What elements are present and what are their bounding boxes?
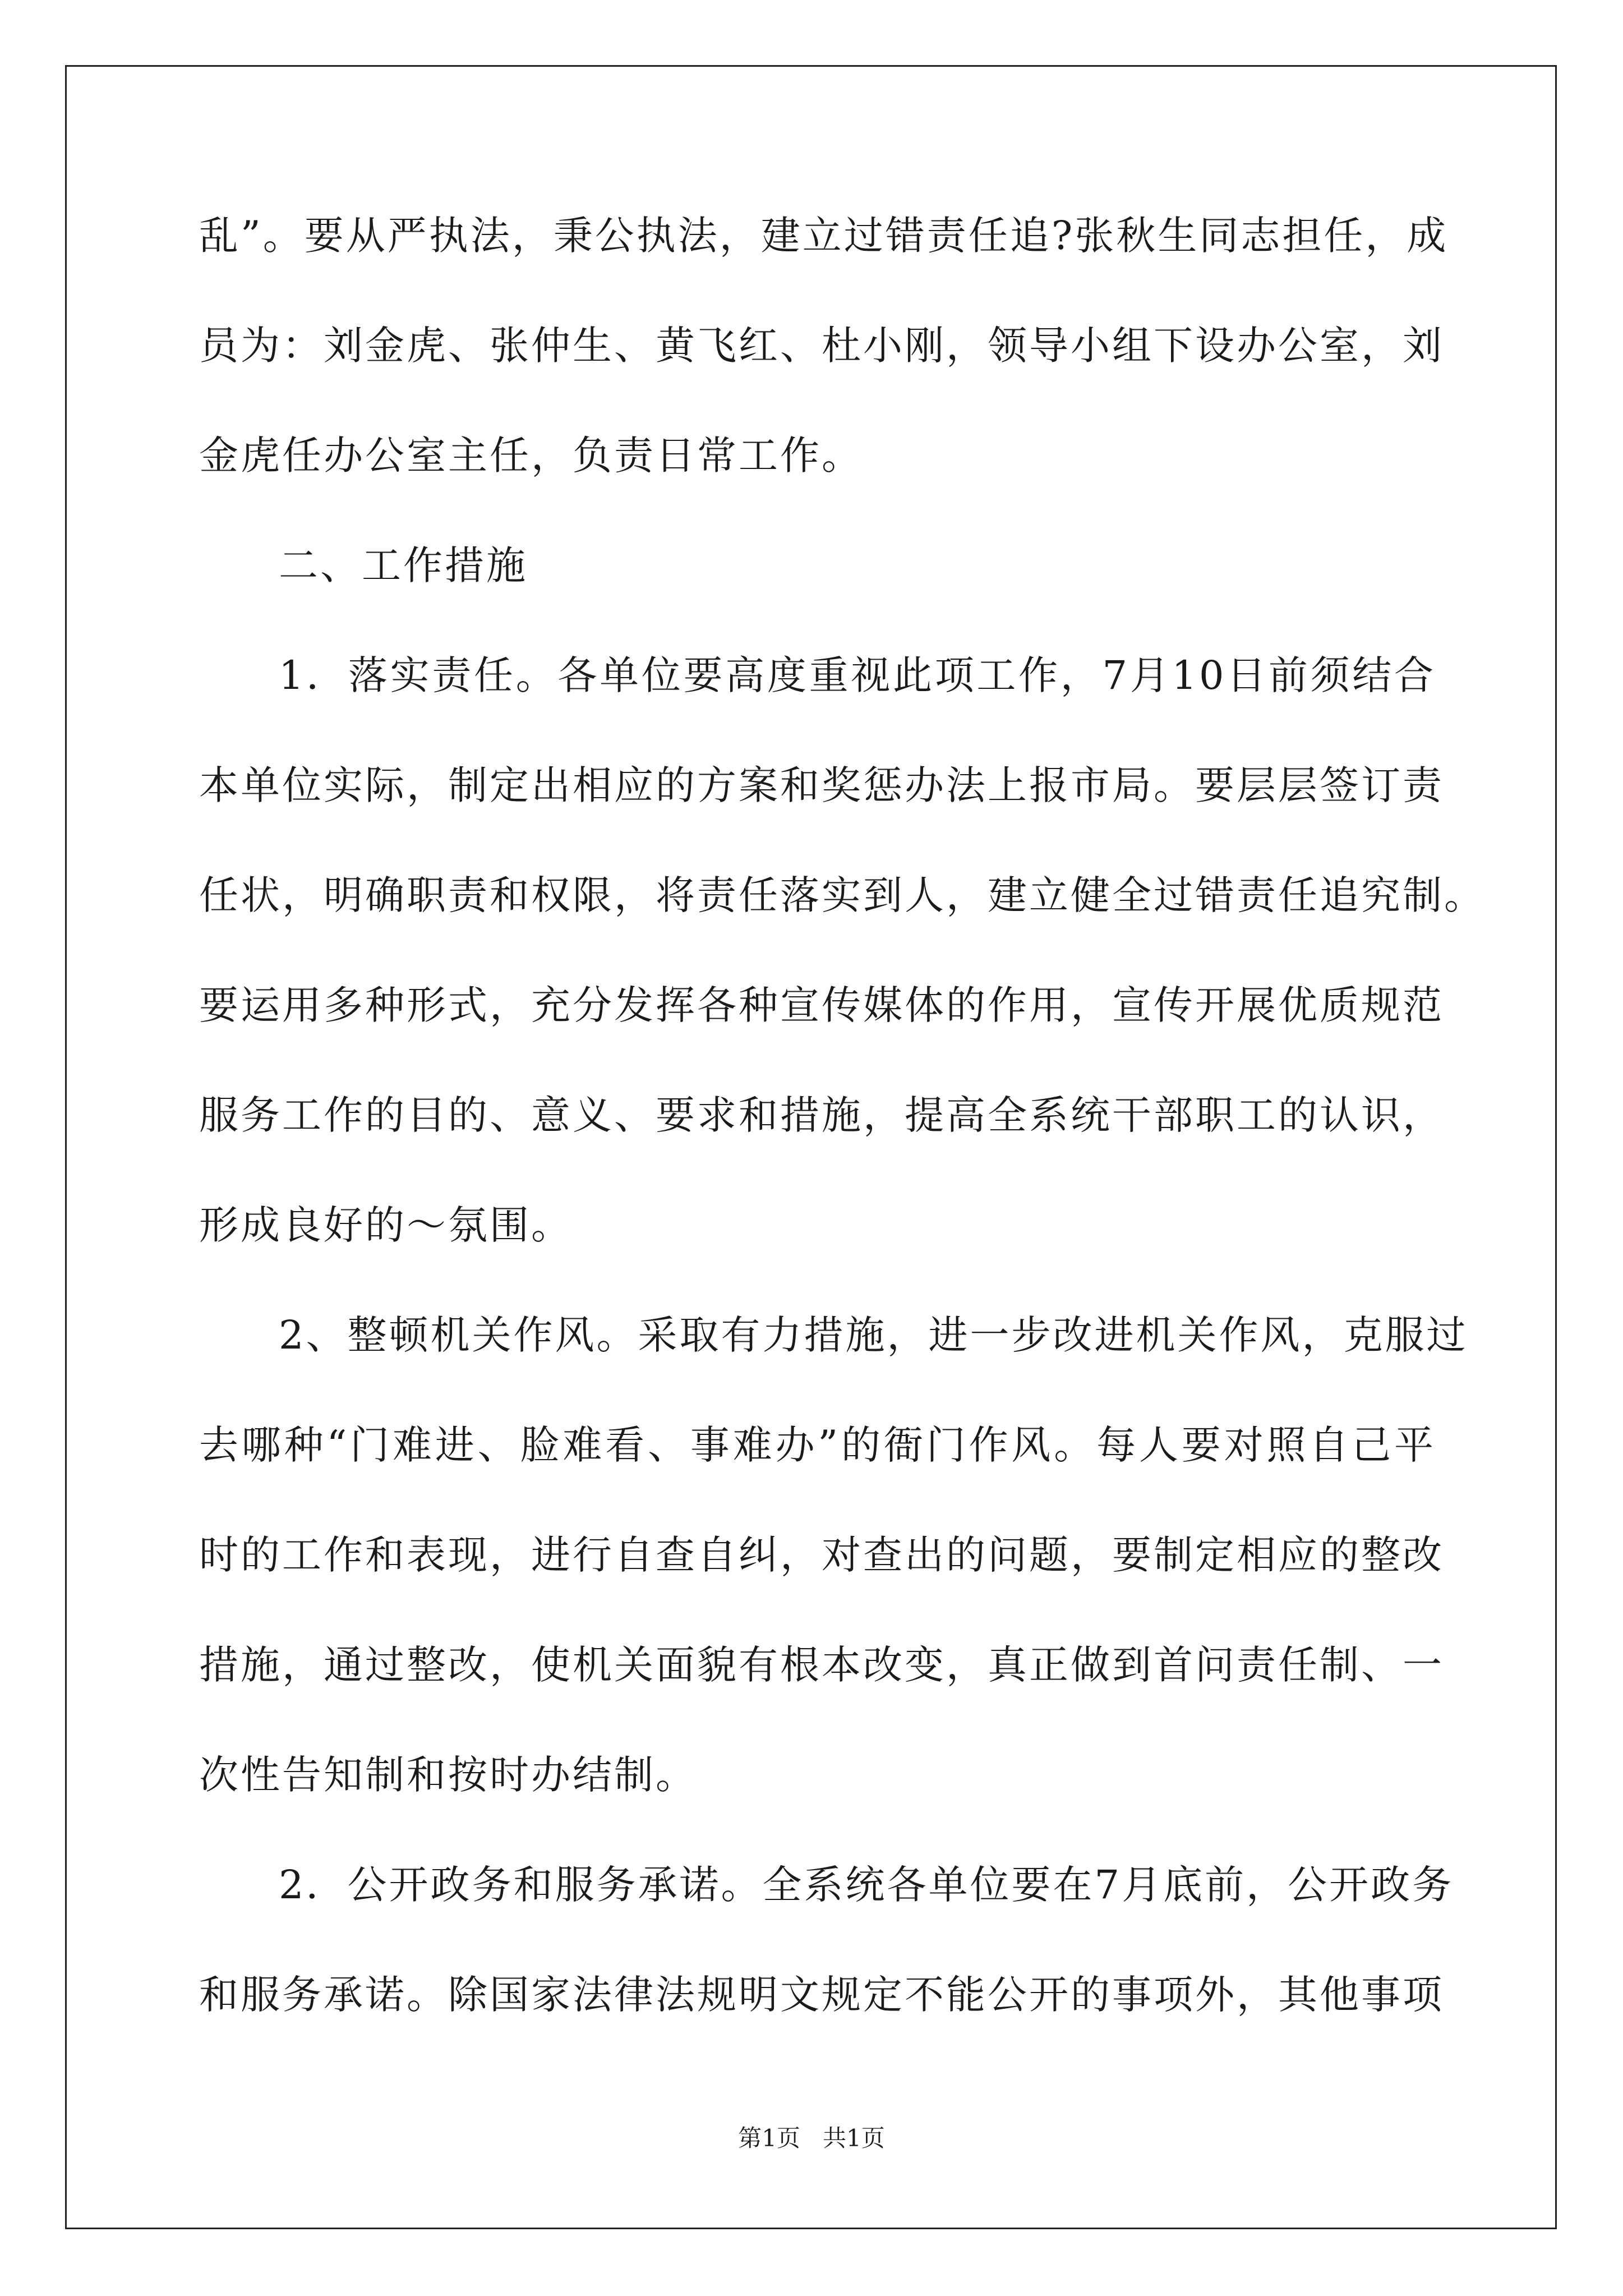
text-line: 要运用多种形式，充分发挥各种宣传媒体的作用，宣传开展优质规范 xyxy=(199,982,1444,1028)
text-line: 和服务承诺。除国家法律法规明文规定不能公开的事项外，其他事项 xyxy=(199,1972,1444,2018)
text-line: 时的工作和表现，进行自查自纠，对查出的问题，要制定相应的整改 xyxy=(199,1532,1444,1578)
text-line: 1．落实责任。各单位要高度重视此项工作，7月10日前须结合 xyxy=(279,652,1436,698)
document-body xyxy=(199,208,1486,2077)
page-footer xyxy=(0,2122,1623,2155)
text-line: 去哪种“门难进、脸难看、事难办”的衙门作风。每人要对照自己平 xyxy=(199,1422,1436,1468)
page-total: 共1页 xyxy=(823,2124,885,2152)
text-line: 本单位实际，制定出相应的方案和奖惩办法上报市局。要层层签订责 xyxy=(199,762,1444,808)
text-line: 2．公开政务和服务承诺。全系统各单位要在7月底前，公开政务 xyxy=(279,1862,1454,1908)
text-line: 措施，通过整改，使机关面貌有根本改变，真正做到首问责任制、一 xyxy=(199,1642,1444,1688)
text-line: 金虎任办公室主任，负责日常工作。 xyxy=(199,432,863,478)
text-line: 员为：刘金虎、张仲生、黄飞红、杜小刚，领导小组下设办公室，刘 xyxy=(199,323,1444,369)
text-line: 任状，明确职责和权限，将责任落实到人，建立健全过错责任追究制。 xyxy=(199,872,1486,918)
text-line: 形成良好的～氛围。 xyxy=(199,1202,573,1248)
page-number: 第1页 xyxy=(738,2124,800,2152)
section-heading: 二、工作措施 xyxy=(279,542,528,588)
text-line: 次性告知制和按时办结制。 xyxy=(199,1752,697,1798)
text-line: 乱”。要从严执法，秉公执法，建立过错责任追?张秋生同志担任，成 xyxy=(199,213,1449,259)
text-line: 2、整顿机关作风。采取有力措施，进一步改进机关作风，克服过 xyxy=(279,1312,1468,1358)
text-line: 服务工作的目的、意义、要求和措施，提高全系统干部职工的认识， xyxy=(199,1092,1444,1138)
